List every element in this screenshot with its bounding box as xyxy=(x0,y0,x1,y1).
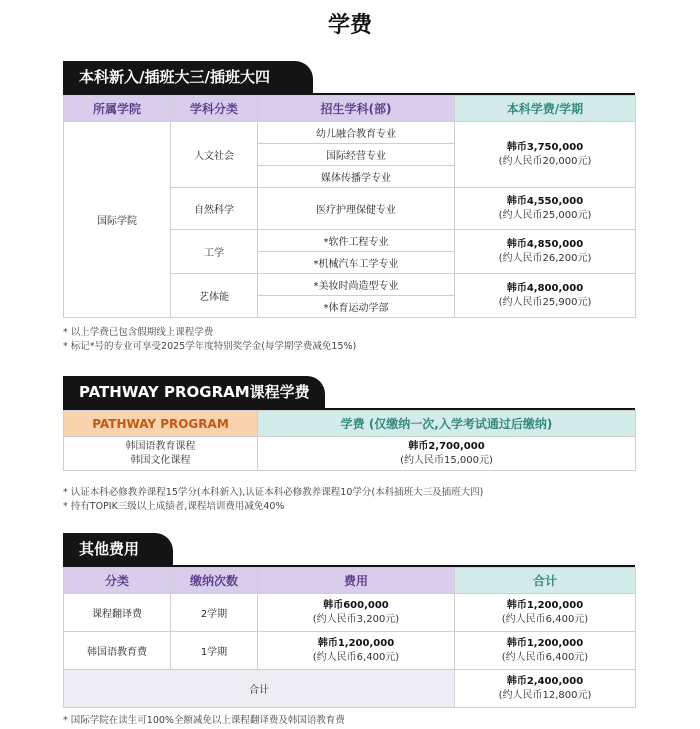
college-cell: 国际学院 xyxy=(64,122,171,318)
total-row xyxy=(64,670,636,708)
category-cell: 自然科学 xyxy=(171,188,258,230)
section2-notes xyxy=(63,486,663,514)
table-row xyxy=(64,632,636,670)
category-cell: 工学 xyxy=(171,230,258,274)
section-tab-undergraduate: 本科新入/插班大三/插班大四 xyxy=(63,61,313,93)
major-cell: 医疗护理保健专业 xyxy=(258,188,455,230)
header-college: 所属学院 xyxy=(64,96,171,122)
major-cell: 幼儿融合教育专业 xyxy=(258,122,455,144)
fee-type-cell: 课程翻译费 xyxy=(64,594,171,632)
fee-amount-cell: 韩币600,000 (约人民币3,200元) xyxy=(258,594,455,632)
header-majors: 招生学科(部) xyxy=(258,96,455,122)
sum-label-cell: 合计 xyxy=(64,670,455,708)
major-cell: *美妆时尚造型专业 xyxy=(258,274,455,296)
undergraduate-tuition-table xyxy=(63,95,636,318)
fee-times-cell: 1学期 xyxy=(171,632,258,670)
pathway-fee-cell: 韩币2,700,000 (约人民币15,000元) xyxy=(258,437,636,471)
fee-total-cell: 韩币1,200,000 (约人民币6,400元) xyxy=(455,594,636,632)
major-cell: 媒体传播学专业 xyxy=(258,166,455,188)
header-pathway-fee: 学费 (仅缴纳一次,入学考试通过后缴纳) xyxy=(258,411,636,437)
category-cell: 人文社会 xyxy=(171,122,258,188)
pathway-courses-cell: 韩国语教育课程 韩国文化课程 xyxy=(64,437,258,471)
header-tuition: 本科学费/学期 xyxy=(455,96,636,122)
fee-total-cell: 韩币1,200,000 (约人民币6,400元) xyxy=(455,632,636,670)
section3-notes xyxy=(63,714,663,728)
major-cell: *软件工程专业 xyxy=(258,230,455,252)
tuition-cell: 韩币4,550,000 (约人民币25,000元) xyxy=(455,188,636,230)
header-fee: 费用 xyxy=(258,568,455,594)
header-times: 缴纳次数 xyxy=(171,568,258,594)
tuition-cell: 韩币3,750,000 (约人民币20,000元) xyxy=(455,122,636,188)
page-title: 学费 xyxy=(327,13,372,38)
major-cell: *体育运动学部 xyxy=(258,296,455,318)
fee-type-cell: 韩国语教育费 xyxy=(64,632,171,670)
tuition-cell: 韩币4,800,000 (约人民币25,900元) xyxy=(455,274,636,318)
table-row xyxy=(64,594,636,632)
header-type: 分类 xyxy=(64,568,171,594)
section1-notes xyxy=(63,326,663,354)
fee-times-cell: 2学期 xyxy=(171,594,258,632)
sum-total-cell: 韩币2,400,000 (约人民币12,800元) xyxy=(455,670,636,708)
category-cell: 艺体能 xyxy=(171,274,258,318)
section-tab-other-fees: 其他费用 xyxy=(63,533,173,565)
header-pathway: PATHWAY PROGRAM xyxy=(64,411,258,437)
header-category: 学科分类 xyxy=(171,96,258,122)
note: * 标记*号的专业可享受2025学年度特别奖学金(每学期学费减免15%) xyxy=(63,341,357,352)
major-cell: 国际经营专业 xyxy=(258,144,455,166)
note: * 持有TOPIK三级以上成绩者,课程培训费用减免40% xyxy=(63,501,285,512)
tuition-cell: 韩币4,850,000 (约人民币26,200元) xyxy=(455,230,636,274)
fee-amount-cell: 韩币1,200,000 (约人民币6,400元) xyxy=(258,632,455,670)
note: * 国际学院在读生可100%全额减免以上课程翻译费及韩国语教育费 xyxy=(63,715,345,726)
section-tab-pathway: PATHWAY PROGRAM课程学费 xyxy=(63,376,325,408)
note: * 认证本科必修教养课程15学分(本科新入),认证本科必修教养课程10学分(本科插班大三及插班大四) xyxy=(63,487,484,498)
header-total: 合计 xyxy=(455,568,636,594)
note: * 以上学费已包含假期线上课程学费 xyxy=(63,327,214,338)
other-fees-table xyxy=(63,567,636,708)
major-cell: *机械汽车工学专业 xyxy=(258,252,455,274)
pathway-tuition-table xyxy=(63,410,636,471)
